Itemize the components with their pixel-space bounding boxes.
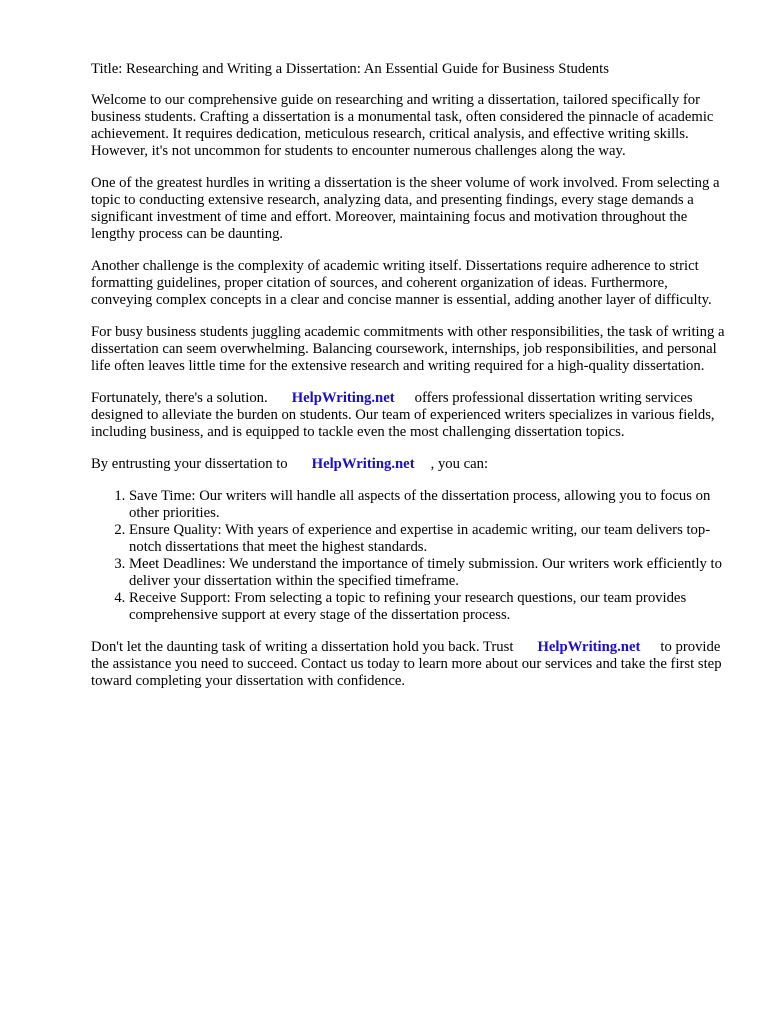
helpwriting-link-3[interactable]: HelpWriting.net (537, 639, 641, 655)
paragraph-entrusting-lead: By entrusting your dissertation to (91, 456, 288, 472)
paragraph-entrusting (91, 456, 728, 473)
paragraph-volume: One of the greatest hurdles in writing a dissertation is the sheer volume of work involved. From selecting a topic to conducting extensive research, analyzing data, and presenting findings, every stage demands a significant investment of time and effort. Moreover, maintaining focus and motivation throughout the lengthy process can be daunting. (91, 175, 720, 242)
list-item: 3. Meet Deadlines: We understand the importance of timely submission. Our writers work efficiently to deliver your dissertation within the specified timeframe. (129, 556, 728, 590)
document-title: Title: Researching and Writing a Dissertation: An Essential Guide for Business Students (91, 61, 609, 77)
paragraph-solution (91, 390, 728, 441)
paragraph-closing-lead: Don't let the daunting task of writing a dissertation hold you back. Trust (91, 639, 514, 655)
list-item: 4. Receive Support: From selecting a topic to refining your research questions, our team provides comprehensive support at every stage of the dissertation process. (129, 590, 728, 624)
paragraph-solution-rest: offers professional dissertation writing services designed to alleviate the burden on students. Our team of experienced writers specializes in various fields, including business, and is equipped to tackle even the most challenging dissertation topics. (91, 390, 715, 440)
list-item: 2. Ensure Quality: With years of experience and expertise in academic writing, our team delivers top-notch dissertations that meet the highest standards. (129, 522, 728, 556)
paragraph-solution-lead: Fortunately, there's a solution. (91, 390, 268, 406)
paragraph-entrusting-rest: , you can: (430, 456, 489, 472)
paragraph-busy-students: For busy business students juggling academic commitments with other responsibilities, the task of writing a dissertation can seem overwhelming. Balancing coursework, internships, job responsibilities, and personal life often leaves little time for the extensive research and writing required for a high-quality dissertation. (91, 324, 725, 374)
paragraph-intro: Welcome to our comprehensive guide on researching and writing a dissertation, tailored specifically for business students. Crafting a dissertation is a monumental task, often considered the pinnacle of academic achievement. It requires dedication, meticulous research, critical analysis, and effective writing skills. However, it's not uncommon for students to encounter numerous challenges along the way. (91, 92, 714, 159)
list-item: 1. Save Time: Our writers will handle all aspects of the dissertation process, allowing you to focus on other priorities. (129, 488, 728, 522)
paragraph-closing (91, 639, 728, 690)
helpwriting-link-2[interactable]: HelpWriting.net (311, 456, 415, 472)
helpwriting-link-1[interactable]: HelpWriting.net (291, 390, 395, 406)
paragraph-closing-rest: to provide the assistance you need to succeed. Contact us today to learn more about our services and take the first step toward completing your dissertation with confidence. (91, 639, 722, 689)
paragraph-complexity: Another challenge is the complexity of academic writing itself. Dissertations require adherence to strict formatting guidelines, proper citation of sources, and coherent organization of ideas. Furthermore, conveying complex concepts in a clear and concise manner is essential, adding another layer of difficulty. (91, 258, 712, 308)
benefits-list (91, 488, 728, 624)
